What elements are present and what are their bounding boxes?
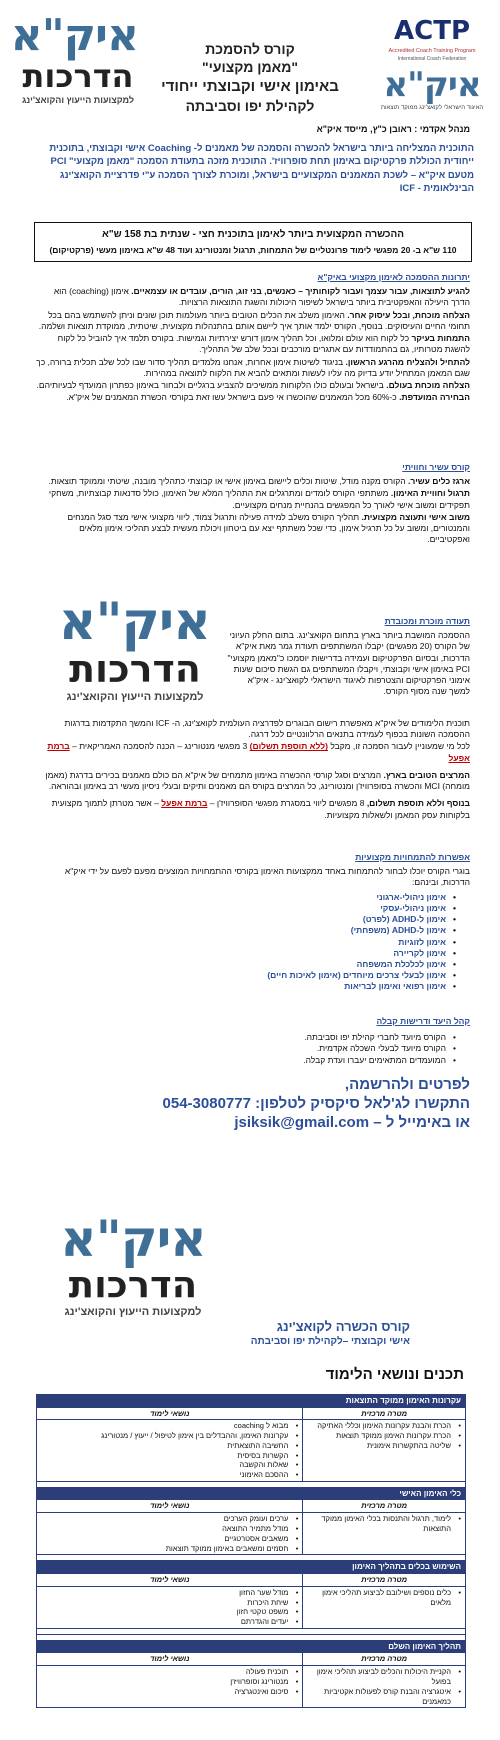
list-item: • הכרת והבנת עקרונות האימון וכללי האתיקה (307, 1421, 461, 1431)
table-band: כלי האימון האישי (37, 1488, 465, 1501)
column-header-goal: מטרה מרכזית (302, 1500, 465, 1512)
logo-mark: איק"א (383, 65, 481, 106)
course-title: קורס הכשרה לקואצ'ינג (276, 1319, 410, 1334)
column-header-goal: מטרה מרכזית (302, 1574, 465, 1586)
list-item: • תוכנית פעולה (41, 1667, 298, 1677)
list-item: • מנטורינג וסופרוויז'ן (41, 1677, 298, 1687)
list-item: • חסמים ומשאבים באימון ממוקד תוצאות (41, 1544, 298, 1554)
paragraph: הבחירה המועדפת. כ-60% מכל המאמנים שהוכשרו אי פעם בישראל עשו זאת בקורסי הכשרת המאמנים של איק"א. (66, 392, 470, 403)
table-header-row (37, 1574, 465, 1587)
specializations-section (36, 852, 470, 993)
table-band: עקרונות האימון ממוקד התוצאות (37, 1395, 465, 1408)
ikka-training-logo (58, 592, 210, 703)
section-title: אפשרות להתמחויות מקצועיות (355, 852, 470, 862)
paragraph: תרגול וחוויית האימון. משתתפי הקורס לומדים ומתרגלים את התהליך המלא של האימון, כולל סדנאות קבוצתיות, משחקי תפקידים ומשוב אישי לאורך כל המפגשים בהנחיית מנחים מקצועיים. (48, 488, 470, 510)
list-item: • שיחת היכרות (41, 1598, 298, 1608)
section-title: קורס עשיר וחוויתי (402, 462, 470, 472)
list-item: • הקניית היכולות והכלים לביצוע תהליכי אימון בפועל (307, 1667, 461, 1687)
list-item: • מודל מתמיר התוצאה (41, 1524, 298, 1534)
topic-cell (37, 1587, 302, 1628)
actp-mark: ACTP (394, 16, 470, 46)
table-row (37, 1420, 465, 1482)
list-item: • החשיבה התוצאתית (41, 1441, 298, 1451)
logo-tagline: למקצועות הייעוץ והקואצ'ינג (21, 95, 135, 105)
actp-line: Accredited Coach Training Program (388, 48, 476, 55)
list-item: • אימון רפואי ואימון לבריאות (36, 981, 456, 992)
topics-title: תכנים ונושאי הלימוד (325, 1366, 464, 1383)
logo-tagline: האיגוד הישראלי לקואצ'ינג ממוקד תוצאות (380, 105, 484, 112)
column-header-topic: נושאי לימוד (149, 1574, 190, 1584)
audience-section (36, 1016, 470, 1066)
table-row (37, 1587, 465, 1629)
paragraph: התמחות בעיקר כל לקוח הוא עולם ומלואו, וכל תהליך אימון דורש יצירתיות וגמישות. בקורס תלמד איך להוביל כל לקוח להשגת מטרותיו, גם בהתמודדות עם אתגרים מורכבים ובכל שלב של התהליך. (57, 333, 470, 355)
list-item: • משאבים אסטרטגיים (41, 1534, 298, 1544)
list-item: • הקורס מיועד לבעלי השכלה אקדמית. (36, 1043, 456, 1054)
list-item: • משפט טקטי חזון (41, 1607, 298, 1617)
paragraph: להגיע לתוצאות, עבור עצמך ועבור לקוחותיך – כאנשים, בני זוג, הורים, עובדים או עצמאיים. אימון (coaching) הוא הדרך היעילה והאפקטיבית ביותר בישראל לשיפור היכולות והשגת התוצאות הרצויות. (53, 286, 470, 308)
ikka-association-logo (376, 14, 488, 111)
list-item: • אימון ניהולי-עסקי (36, 903, 456, 914)
table-row (37, 1666, 465, 1707)
program-summary-box (34, 222, 472, 262)
column-header-topic: נושאי לימוד (149, 1501, 190, 1511)
program-summary-title: ההכשרה המקצועית ביותר לאימון בתוכנית חצי - שנתית בת 158 ש"א (102, 229, 404, 240)
list-item: • הכרת עקרונות האימון ממוקד תוצאות (307, 1431, 461, 1441)
list-item: • אימון ניהולי-ארגוני (36, 892, 456, 903)
program-summary-detail: 110 ש"א ב- 20 מפגשי לימוד פרונטליים של התמחות, תרגול ומנטורינג ועוד 48 ש"א באימון מעשי (פרקטיקום) (49, 245, 457, 256)
list-item: • יעדים והגדרתם (41, 1617, 298, 1627)
page2-course-title (210, 1318, 410, 1348)
paragraph: המרצים הטובים בארץ. המרצים וסגל קורסי ההכשרה באימון מתמחים של איק"א הם כולם מאמנים בכירים בדרגת (מאמן מומחה) MCI והכשרה בסופרוויז'ן ומנטורינג, כל המרצים בקורס הם מאמנים ותיקים ובעלי ניסיון מעשי רב באימון ובהוראה. (45, 769, 470, 792)
logo-tagline: למקצועות הייעוץ והקואצ'ינג (64, 1306, 202, 1318)
table-header-row (37, 1408, 465, 1421)
table-band: תהליך האימון השלם (37, 1641, 465, 1654)
audience-list (36, 1032, 456, 1066)
actp-logo (376, 14, 488, 62)
column-header-goal: מטרה מרכזית (302, 1408, 465, 1420)
list-item: • איטגרציה והבנת קורס לפעולות אקטיביות כמאמנים (307, 1687, 461, 1707)
contact-line: לפרטים ולהרשמה, (344, 1076, 470, 1093)
list-item: • שליטה בהתקשרות אימונית (307, 1441, 461, 1451)
contact-block (40, 1076, 470, 1132)
list-item: • אימון לבעלי צרכים מיוחדים (אימון לאיכות חיים) (36, 970, 456, 981)
paragraph: ארגז כלים עשיר. הקורס מקנה מודל, שיטות וכלים ליישום באימון אישי או קבוצתי כתהליך מובנה, שיטתי וממוקד תוצאות. (48, 476, 470, 487)
list-item: • עקרונות האימון, וההבדלים בין אימון לטיפול / ייעוץ / מנטורינג (41, 1431, 298, 1441)
table-band: השימוש בכלים בתהליך האימון (37, 1561, 465, 1574)
table-header-row (37, 1500, 465, 1513)
section-title: קהל היעד ודרישות קבלה (376, 1016, 470, 1026)
intro-paragraph: התוכנית המצליחה ביותר בישראל להכשרה והסמכה של מאמנים ל- Coaching אישי וקבוצתי, בתוכנית ייחודית הכוללת פרקטיקום באימון תחת סופרוויז'. התוכנית מזכה בתעודת הסמכה "מאמן מקצועי" PCI מטעם איק"א – לשכת המאמנים המקצועיים בישראל, ומוכרת לצורך הסמכה ע"י פדרציית הקואצ'ינג הבינלאומית - ICF (49, 143, 474, 194)
paragraph: בנוסף וללא תוספת תשלום, 8 מפגשים ליווי במסגרת מפגשי הסופרוויז'ן – ברמת אפעל – אשר מטרתן לתמוך מקצועית בלקוחות עסק המאמן ולשאלות מקצועיות. (51, 798, 470, 820)
logo-mark: איק"א (10, 10, 138, 61)
certificate-section (226, 616, 470, 699)
logo-mark: איק"א (58, 592, 210, 652)
header-line: "מאמן מקצועי" (201, 59, 299, 76)
course-header (140, 40, 360, 115)
contact-phone[interactable]: התקשרו לג'לאל סיקסיק לטלפון: 054-3080777 (162, 1094, 470, 1112)
contact-email[interactable]: או באימייל ל – jsiksik@gmail.com (234, 1113, 470, 1131)
ikka-training-logo (58, 1210, 208, 1318)
list-item: • סיכום ואינטגרציה (41, 1687, 298, 1697)
list-item: • אימון ל-ADHD (משפחתי) (36, 925, 456, 936)
ikka-training-logo (10, 10, 138, 105)
table-header-row (37, 1653, 465, 1666)
logo-sub: הדרכות (22, 57, 134, 95)
paragraph: לכל מי שמעוניין לעבור הסמכה זו, מקבל (ללא תוספת תשלום) 3 מפגשי מנטורינג – הכנה להסמכה האמריקאית – ברמת אפעל (47, 741, 470, 763)
list-item: • ההסכם האימוני (41, 1470, 298, 1480)
logo-mark: איק"א (60, 1210, 206, 1268)
paragraph: הצלחה מוכחת, ובכל עיסוק אחר. האימון משלב את הכלים הטובים ביותר מעולמות תוכן שונים וניתן להשתמש בהם בכל תחומי החיים והעיסוקים. בנוסף, הקורס ילמד אותך איך ליישם אותם בהתנהלות מקצועית, שיטתית, ממוקדת תוצאות ושלמה. (38, 309, 470, 331)
topic-cell (37, 1513, 302, 1554)
paragraph: הצלחה מוכחת בעולם. בישראל ובעולם כולו הלקוחות ממשיכים להצביע ברגליים ולבחור באימון כפתרון המועדף לבעיותיהם. (36, 379, 470, 390)
section-title: יתרונות ההסמכה לאימון מקצועי באיק"א (317, 272, 470, 282)
topic-cell (37, 1666, 302, 1707)
header-line: קורס להסמכת (205, 41, 295, 57)
course-subtitle: אישי וקבוצתי –לקהילת יפו וסביבתה (250, 1336, 410, 1348)
specializations-list (36, 892, 456, 993)
list-item: • אימון לקריירה (36, 948, 456, 959)
list-item: • מבוא ל coaching (41, 1421, 298, 1431)
certificate-details (36, 718, 470, 822)
goal-cell (302, 1513, 465, 1554)
paragraph: ההסמכה המושבת ביותר בארץ בתחום הקואצ'ינג. בתום החלק העיוני של הקורס (20 מפגשים) יקבלו המשתתפים תעודת גמר מאת איק"א הדרכות, ובסיום הפרקטיקום ועמידה בדרישות יוסמכו כ"מאמן מקצועי" PCI באימון אישי וקבוצתי, ויקבלו המשתתפים גם הגשת סיכום שעות אימוני הפרקטיקום והצטרפות לאיגוד הישראלי לקואצ'ינג - איק"א למשך שנה מסוף הקורס. (227, 630, 470, 697)
list-item: • הקשרות בסיסית (41, 1451, 298, 1461)
academic-manager: מנהל אקדמי : ראובן כ"ץ, מייסד איק"א (316, 124, 470, 134)
column-header-topic: נושאי לימוד (149, 1654, 190, 1664)
actp-line2: International Coach Federation (397, 55, 467, 62)
logo-tagline: למקצועות הייעוץ והקואצ'ינג (66, 691, 204, 703)
goal-cell (302, 1666, 465, 1707)
section-title: תעודה מוכרת ומכובדת (384, 616, 470, 626)
list-item: • המועמדים המתאימים יעברו ועדת קבלה. (36, 1055, 456, 1066)
goal-cell (302, 1587, 465, 1628)
list-item: • אימון ל-ADHD (לפרט) (36, 914, 456, 925)
course-rich-section (36, 462, 470, 547)
column-header-topic: נושאי לימוד (149, 1408, 190, 1418)
list-item: • מודל שער החזון (41, 1588, 298, 1598)
header-line: לקהילת יפו וסביבתה (185, 97, 315, 114)
header-line: באימון אישי וקבוצתי ייחודי (161, 77, 339, 95)
list-item: • כלים נוספים ושילובם לביצוע תהליכי אימון מלאים (307, 1588, 461, 1608)
advantages-section (36, 272, 470, 404)
paragraph: תוכנית הלימודים של איק"א מאפשרת רישום הבוגרים לפדרציה העולמית לקואצ'ינג, ה- ICF והמשך התקדמות בדרגות ההסמכה השונות בכפוף לעמידה בתנאים הרלוונטיים לכל דרגה. (64, 718, 470, 740)
paragraph: להתחיל ולהצליח מהרגע הראשון. בניגוד לשיטות אימון אחרות, אנחנו מלמדים תהליך סדור שבו לכל שלב תכלית ברורה, כך שגם המאמן המתחיל יודע בדיוק מה עליו לעשות ומתאים להביא את הלקוח לתוצאה במהירות. (36, 356, 470, 378)
list-item: • אימון לכלכלת המשפחה (36, 959, 456, 970)
logo-sub: הדרכות (69, 647, 201, 691)
column-header-goal: מטרה מרכזית (302, 1653, 465, 1665)
list-item: • ערכים ועומק הערכים (41, 1514, 298, 1524)
table-row (37, 1513, 465, 1555)
topics-table (36, 1394, 466, 1708)
list-item: • לימוד, תרגול והתנסות בכלי האימון ממוקד התוצאות (307, 1514, 461, 1534)
topic-cell (37, 1420, 302, 1481)
list-item: • שאלות והקשבה (41, 1460, 298, 1470)
list-item: • אימון לזוגיות (36, 937, 456, 948)
paragraph: משוב אישי ותעוצה מקצועית. תהליך הקורס משלב למידה פעילה ותרגול צמוד, ליווי מקצועי אישי מצד סגל המנחים והמנטורים, ומשוב על כל תרגיל אימון, כדי שכל משתתף יצא עם ביטחון ויכולת מעשית לבצע תהליכי אימון מלאים ואפקטיביים. (67, 511, 470, 545)
paragraph: בוגרי הקורס יוכלו לבחור להתמחות באחד ממקצועות האימון בקורסי ההתמחויות המוצעים מפעם לפעם על ידי איק"א הדרכות, ובינהם: (64, 866, 470, 888)
list-item: • הקורס מיועד לחברי קהילת יפו וסביבתה. (36, 1032, 456, 1043)
goal-cell (302, 1420, 465, 1481)
logo-sub: הדרכות (68, 1263, 198, 1306)
